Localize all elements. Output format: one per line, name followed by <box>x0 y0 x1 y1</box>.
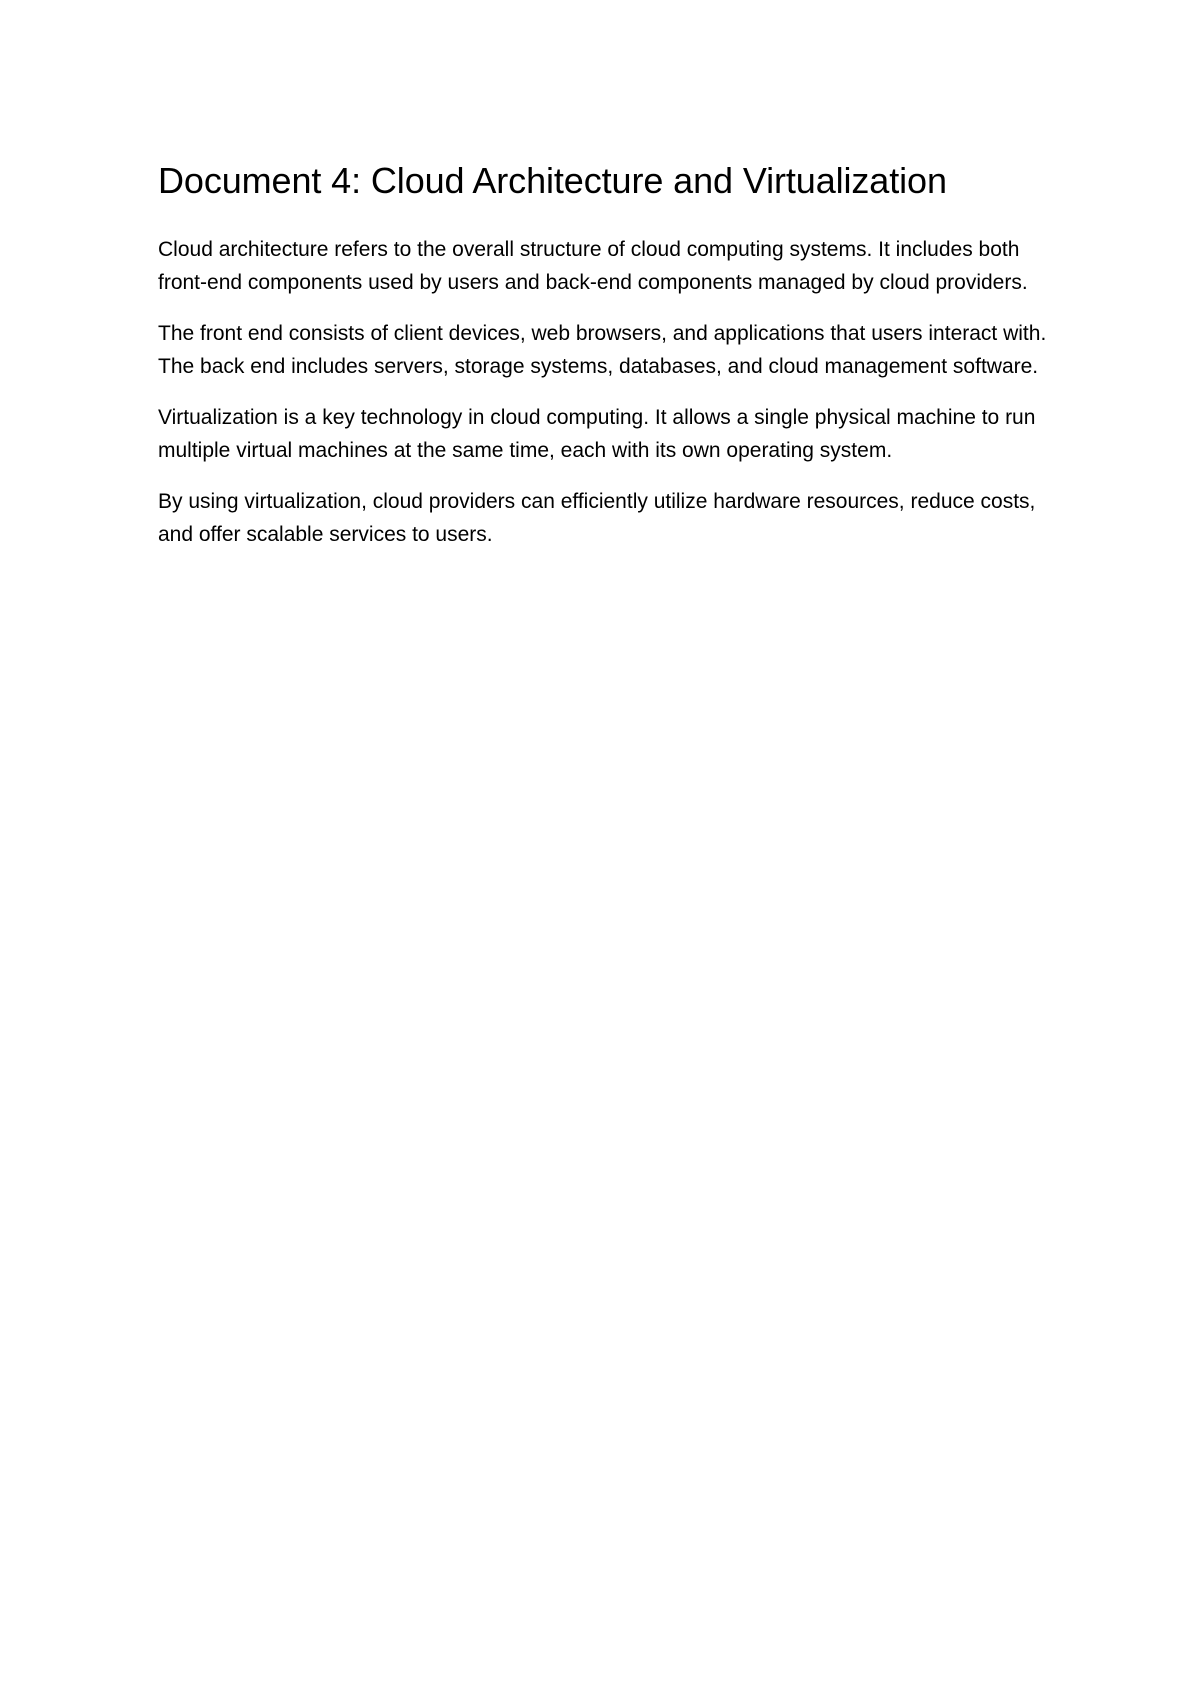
document-content <box>158 158 1058 551</box>
paragraph-front-back-end: The front end consists of client devices, web browsers, and applications that users interact with. The back end includes servers, storage systems, databases, and cloud management software. <box>158 322 1047 378</box>
paragraph-benefits: By using virtualization, cloud providers can efficiently utilize hardware resources, reduce costs, and offer scalable services to users. <box>158 490 1036 546</box>
page-title: Document 4: Cloud Architecture and Virtualization <box>158 160 947 201</box>
paragraph-cloud-architecture: Cloud architecture refers to the overall structure of cloud computing systems. It includes both front-end components used by users and back-end components managed by cloud providers. <box>158 238 1028 294</box>
paragraph-virtualization: Virtualization is a key technology in cloud computing. It allows a single physical machine to run multiple virtual machines at the same time, each with its own operating system. <box>158 406 1036 462</box>
